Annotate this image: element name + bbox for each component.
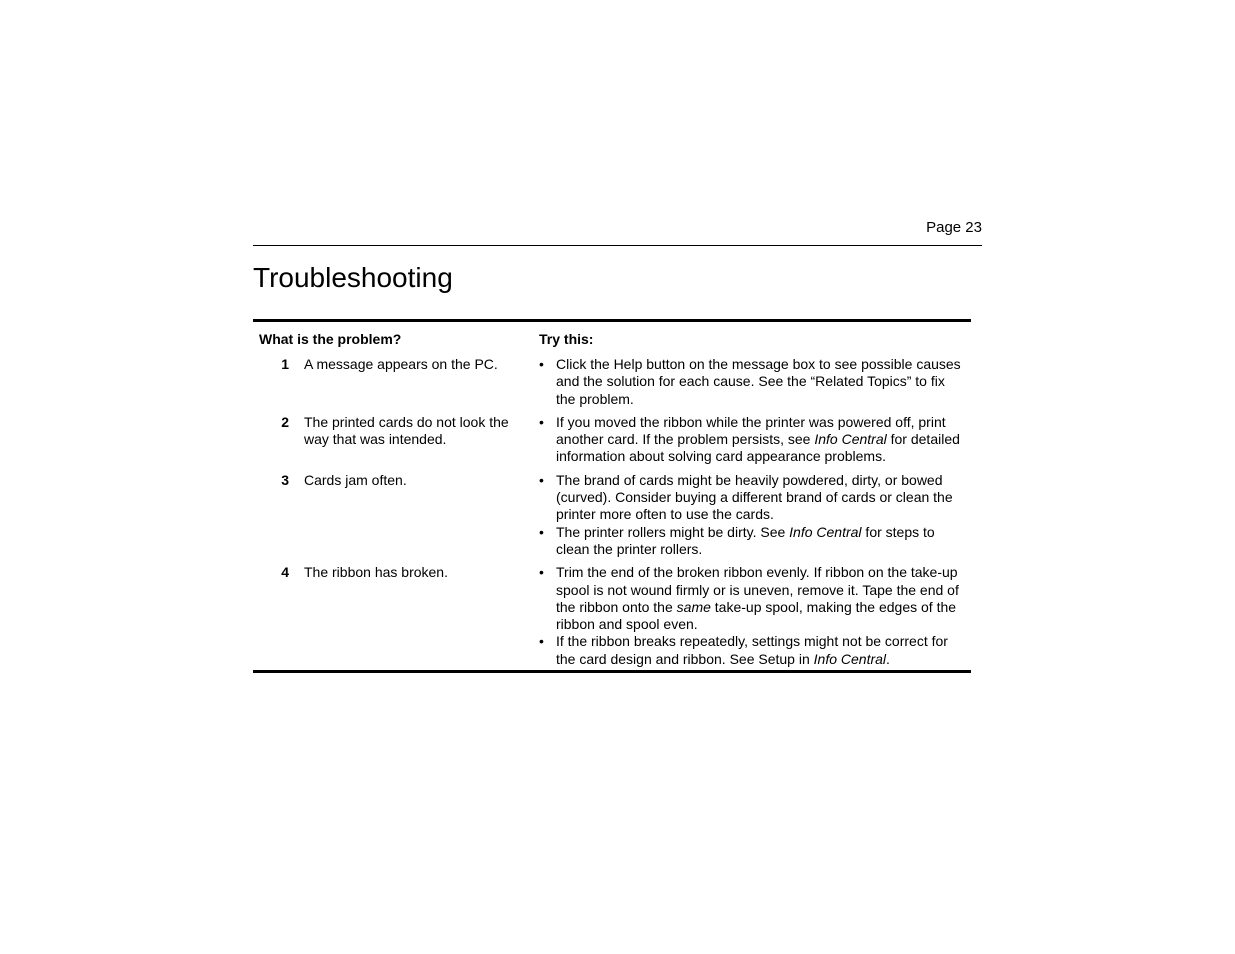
column-header-try-this: Try this: <box>539 331 594 347</box>
table-row <box>253 414 971 466</box>
problem-cell <box>253 356 534 408</box>
solution-text-segment: The brand of cards might be heavily powdered, dirty, or bowed (curved). Consider buying a different brand of cards or clean the printer more often to use the cards. <box>556 471 953 523</box>
problem-cell <box>253 414 534 466</box>
solution-bullet <box>534 414 971 466</box>
solution-cell <box>534 414 971 466</box>
solution-bullet <box>534 472 971 524</box>
problem-text: The printed cards do not look the way that was intended. <box>304 413 509 448</box>
bullet-marker: • <box>539 356 544 372</box>
solution-text-segment: If the ribbon breaks repeatedly, settings might not be correct for the card design and ribbon. See Setup in <box>556 633 948 667</box>
problem-number: 4 <box>281 564 289 581</box>
solution-text-emphasis: same <box>676 598 711 615</box>
solution-text-segment: for steps to clean the printer rollers. <box>556 523 935 557</box>
solution-text-emphasis: Info Central <box>814 431 887 448</box>
solution-text <box>556 564 961 633</box>
problem-cell <box>253 564 534 668</box>
solution-bullet <box>534 633 971 668</box>
solution-text <box>556 356 961 408</box>
bullet-marker: • <box>539 633 544 650</box>
problem-number: 2 <box>281 413 289 430</box>
solution-text <box>556 472 961 524</box>
problem-number: 3 <box>281 471 289 488</box>
page-number: Page 23 <box>926 219 982 236</box>
solution-text-segment: If you moved the ribbon while the printer was powered off, print another card. If the problem persists, see <box>556 413 946 448</box>
table-row <box>253 472 971 558</box>
table-row <box>253 356 971 408</box>
solution-text-segment: . <box>886 650 890 667</box>
problem-cell <box>253 472 534 558</box>
table-row <box>253 564 971 668</box>
bullet-marker: • <box>539 523 544 540</box>
bullet-marker: • <box>539 564 544 581</box>
problem-number: 1 <box>281 356 289 372</box>
solution-cell <box>534 356 971 408</box>
solution-bullet <box>534 356 971 408</box>
page-title: Troubleshooting <box>253 262 453 293</box>
solution-text-emphasis: Info Central <box>813 650 887 667</box>
table-body <box>253 348 971 668</box>
solution-text-segment: take-up spool, making the edges of the ribbon and spool even. <box>556 598 957 633</box>
solution-text-segment: The printer rollers might be dirty. See <box>556 523 790 540</box>
solution-text <box>556 414 961 466</box>
solution-text-segment: Click the Help button on the message box to see possible causes and the solution for each cause. See the “Related Topics” to fix the problem. <box>556 356 961 407</box>
bullet-marker: • <box>539 413 544 430</box>
solution-text-segment: for detailed information about solving card appearance problems. <box>556 431 960 465</box>
problem-text: Cards jam often. <box>304 471 407 488</box>
table-header <box>253 322 971 348</box>
column-header-problem: What is the problem? <box>259 331 402 347</box>
solution-bullet <box>534 564 971 633</box>
solution-text-segment: Trim the end of the broken ribbon evenly. If ribbon on the take-up spool is not wound firmly or is uneven, remove it. Tape the end of the ribbon onto the <box>556 564 959 615</box>
problem-text: The ribbon has broken. <box>304 564 448 581</box>
solution-cell <box>534 472 971 558</box>
problem-text: A message appears on the PC. <box>304 356 498 372</box>
troubleshooting-table <box>253 319 971 673</box>
solution-text <box>556 633 961 668</box>
solution-bullet <box>534 524 971 559</box>
solution-cell <box>534 564 971 668</box>
bullet-marker: • <box>539 471 544 488</box>
solution-text <box>556 524 961 559</box>
solution-text-emphasis: Info Central <box>789 523 862 540</box>
header-rule <box>253 245 982 246</box>
